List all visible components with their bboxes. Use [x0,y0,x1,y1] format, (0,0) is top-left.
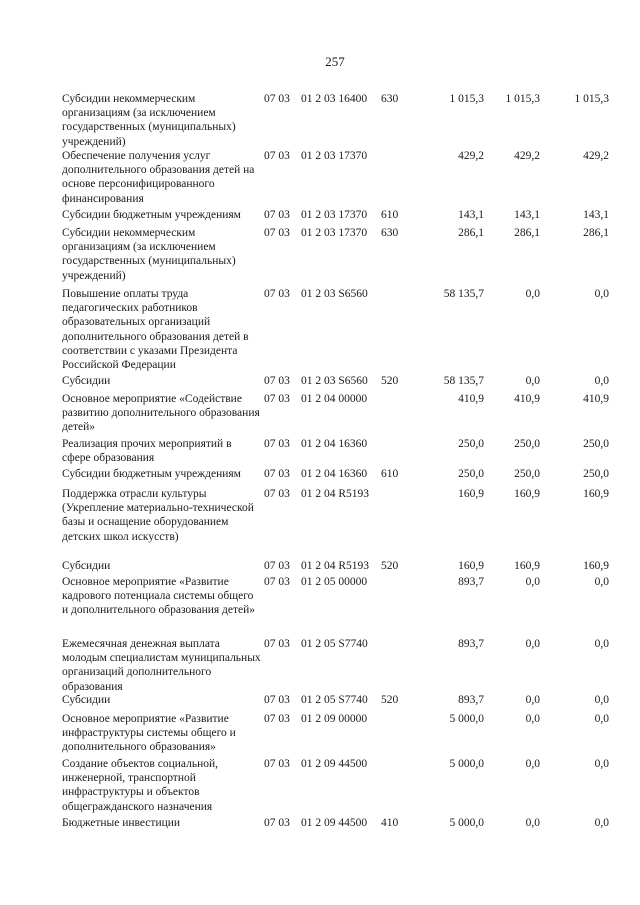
section-code: 07 03 [264,393,290,405]
amount-year-3: 429,2 [583,150,609,162]
section-code: 07 03 [264,713,290,725]
section-code: 07 03 [264,560,290,572]
amount-year-3: 1 015,3 [574,93,609,105]
row-name: Субсидии бюджетным учреждениям [62,468,241,480]
amount-year-2: 0,0 [525,638,540,650]
target-article-code: 01 2 03 S6560 [301,375,368,387]
expense-type-code: 630 [381,227,399,239]
row-name: Субсидии [62,694,111,706]
expense-type-code: 630 [381,93,399,105]
section-code: 07 03 [264,438,290,450]
amount-year-1: 160,9 [458,560,484,572]
amount-year-1: 143,1 [458,209,484,221]
target-article-code: 01 2 04 R5193 [301,488,370,500]
section-code: 07 03 [264,638,290,650]
section-code: 07 03 [264,758,290,770]
row-name: Субсидии [62,560,111,572]
amount-year-1: 5 000,0 [449,713,484,725]
target-article-code: 01 2 04 R5193 [301,560,370,572]
amount-year-1: 160,9 [458,488,484,500]
expense-type-code: 520 [381,694,399,706]
section-code: 07 03 [264,694,290,706]
target-article-code: 01 2 09 44500 [301,817,368,829]
target-article-code: 01 2 05 S7740 [301,638,368,650]
amount-year-3: 0,0 [594,758,609,770]
section-code: 07 03 [264,375,290,387]
target-article-code: 01 2 03 17370 [301,227,368,239]
row-name: Ежемесячная денежная выплата молодым специалистам муниципальных организаций дополнительного образования [62,638,261,693]
row-name: Реализация прочих мероприятий в сфере образования [62,438,232,465]
expense-type-code: 610 [381,468,399,480]
expense-type-code: 410 [381,817,399,829]
amount-year-1: 893,7 [458,694,484,706]
amount-year-2: 250,0 [514,468,540,480]
amount-year-2: 160,9 [514,488,540,500]
row-name: Субсидии некоммерческим организациям (за исключением государственных (муниципальных) учреждений) [62,227,236,282]
amount-year-2: 160,9 [514,560,540,572]
amount-year-3: 0,0 [594,713,609,725]
amount-year-3: 0,0 [594,638,609,650]
amount-year-1: 893,7 [458,638,484,650]
amount-year-1: 5 000,0 [449,758,484,770]
amount-year-1: 250,0 [458,438,484,450]
section-code: 07 03 [264,576,290,588]
amount-year-2: 0,0 [525,288,540,300]
row-name: Основное мероприятие «Содействие развитию дополнительного образования детей» [62,393,260,434]
section-code: 07 03 [264,817,290,829]
amount-year-3: 143,1 [583,209,609,221]
amount-year-2: 0,0 [525,713,540,725]
expense-type-code: 610 [381,209,399,221]
amount-year-3: 410,9 [583,393,609,405]
amount-year-3: 0,0 [594,817,609,829]
amount-year-2: 0,0 [525,694,540,706]
amount-year-2: 0,0 [525,375,540,387]
amount-year-1: 58 135,7 [443,375,484,387]
target-article-code: 01 2 03 S6560 [301,288,368,300]
target-article-code: 01 2 05 S7740 [301,694,368,706]
target-article-code: 01 2 04 16360 [301,468,368,480]
row-name: Субсидии некоммерческим организациям (за исключением государственных (муниципальных) учреждений) [62,93,236,148]
amount-year-3: 0,0 [594,576,609,588]
amount-year-2: 429,2 [514,150,540,162]
section-code: 07 03 [264,150,290,162]
amount-year-1: 410,9 [458,393,484,405]
amount-year-3: 286,1 [583,227,609,239]
row-name: Субсидии бюджетным учреждениям [62,209,241,221]
amount-year-3: 0,0 [594,694,609,706]
row-name: Бюджетные инвестиции [62,817,181,829]
amount-year-2: 143,1 [514,209,540,221]
section-code: 07 03 [264,488,290,500]
target-article-code: 01 2 03 17370 [301,150,368,162]
amount-year-3: 0,0 [594,375,609,387]
target-article-code: 01 2 05 00000 [301,576,368,588]
section-code: 07 03 [264,93,290,105]
target-article-code: 01 2 09 00000 [301,713,368,725]
expense-type-code: 520 [381,560,399,572]
target-article-code: 01 2 04 00000 [301,393,368,405]
section-code: 07 03 [264,468,290,480]
amount-year-2: 1 015,3 [505,93,540,105]
amount-year-2: 410,9 [514,393,540,405]
amount-year-3: 0,0 [594,288,609,300]
amount-year-1: 429,2 [458,150,484,162]
target-article-code: 01 2 03 17370 [301,209,368,221]
amount-year-2: 0,0 [525,576,540,588]
amount-year-2: 0,0 [525,817,540,829]
amount-year-3: 250,0 [583,468,609,480]
row-name: Повышение оплаты труда педагогических работников образовательных организаций дополнительного образования детей в соответствии с указами Президента Российской Федерации [62,288,249,372]
row-name: Основное мероприятие «Развитие инфраструктуры системы общего и дополнительного образования» [62,713,236,754]
row-name: Основное мероприятие «Развитие кадрового потенциала системы общего и дополнительного образования детей» [62,576,256,617]
target-article-code: 01 2 04 16360 [301,438,368,450]
row-name: Субсидии [62,375,111,387]
amount-year-1: 286,1 [458,227,484,239]
amount-year-1: 58 135,7 [443,288,484,300]
row-name: Обеспечение получения услуг дополнительного образования детей на основе персонифицированного финансирования [62,150,255,205]
amount-year-1: 1 015,3 [449,93,484,105]
target-article-code: 01 2 03 16400 [301,93,368,105]
amount-year-2: 0,0 [525,758,540,770]
amount-year-2: 286,1 [514,227,540,239]
target-article-code: 01 2 09 44500 [301,758,368,770]
amount-year-3: 160,9 [583,488,609,500]
amount-year-1: 5 000,0 [449,817,484,829]
section-code: 07 03 [264,288,290,300]
amount-year-1: 893,7 [458,576,484,588]
amount-year-3: 250,0 [583,438,609,450]
section-code: 07 03 [264,209,290,221]
section-code: 07 03 [264,227,290,239]
amount-year-3: 160,9 [583,560,609,572]
amount-year-2: 250,0 [514,438,540,450]
row-name: Создание объектов социальной, инженерной, транспортной инфраструктуры и объектов общегражданского назначения [62,758,219,813]
expense-type-code: 520 [381,375,399,387]
row-name: Поддержка отрасли культуры (Укрепление материально-технической базы и оснащение оборудованием детских школ искусств) [62,488,254,543]
amount-year-1: 250,0 [458,468,484,480]
page-number: 257 [325,54,345,69]
